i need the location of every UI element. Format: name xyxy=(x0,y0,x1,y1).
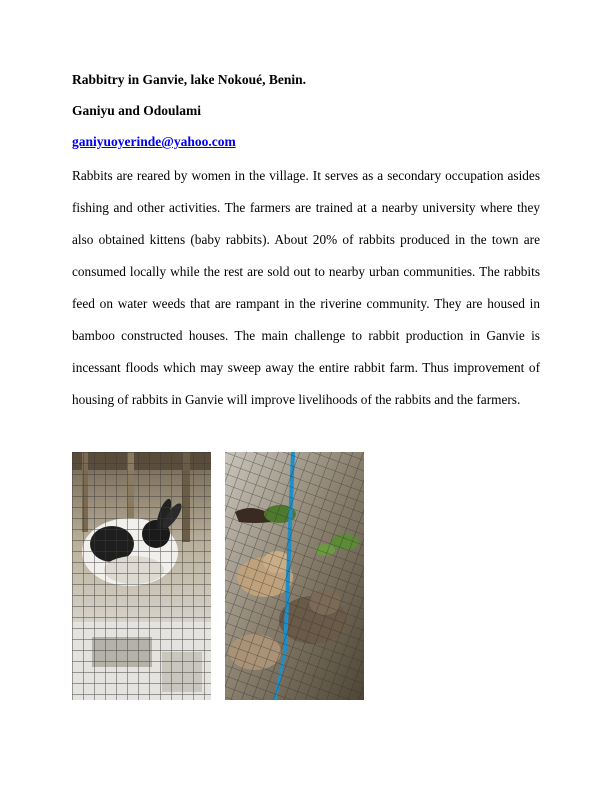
document-content xyxy=(72,69,540,416)
rabbits-feeding-photo xyxy=(225,452,364,700)
photo-row xyxy=(72,452,372,700)
rabbit-cage-photo xyxy=(72,452,211,700)
document-title: Rabbitry in Ganvie, lake Nokoué, Benin. xyxy=(72,72,307,87)
document-body-paragraph: Rabbits are reared by women in the village. It serves as a secondary occupation asides fishing and other activities. The farmers are trained at a nearby university where they also obtained kittens (baby rabbits). About 20% of rabbits produced in the town are consumed locally while the rest are sold out to nearby urban communities. The rabbits feed on water weeds that are rampant in the riverine community. They are housed in bamboo constructed houses. The main challenge to rabbit production in Ganvie is incessant floods which may sweep away the entire rabbit farm. Thus improvement of housing of rabbits in Ganvie will improve livelihoods of the rabbits and the farmers. xyxy=(72,168,540,407)
author-email-link[interactable]: ganiyuoyerinde@yahoo.com xyxy=(72,134,236,149)
document-authors: Ganiyu and Odoulami xyxy=(72,103,202,118)
